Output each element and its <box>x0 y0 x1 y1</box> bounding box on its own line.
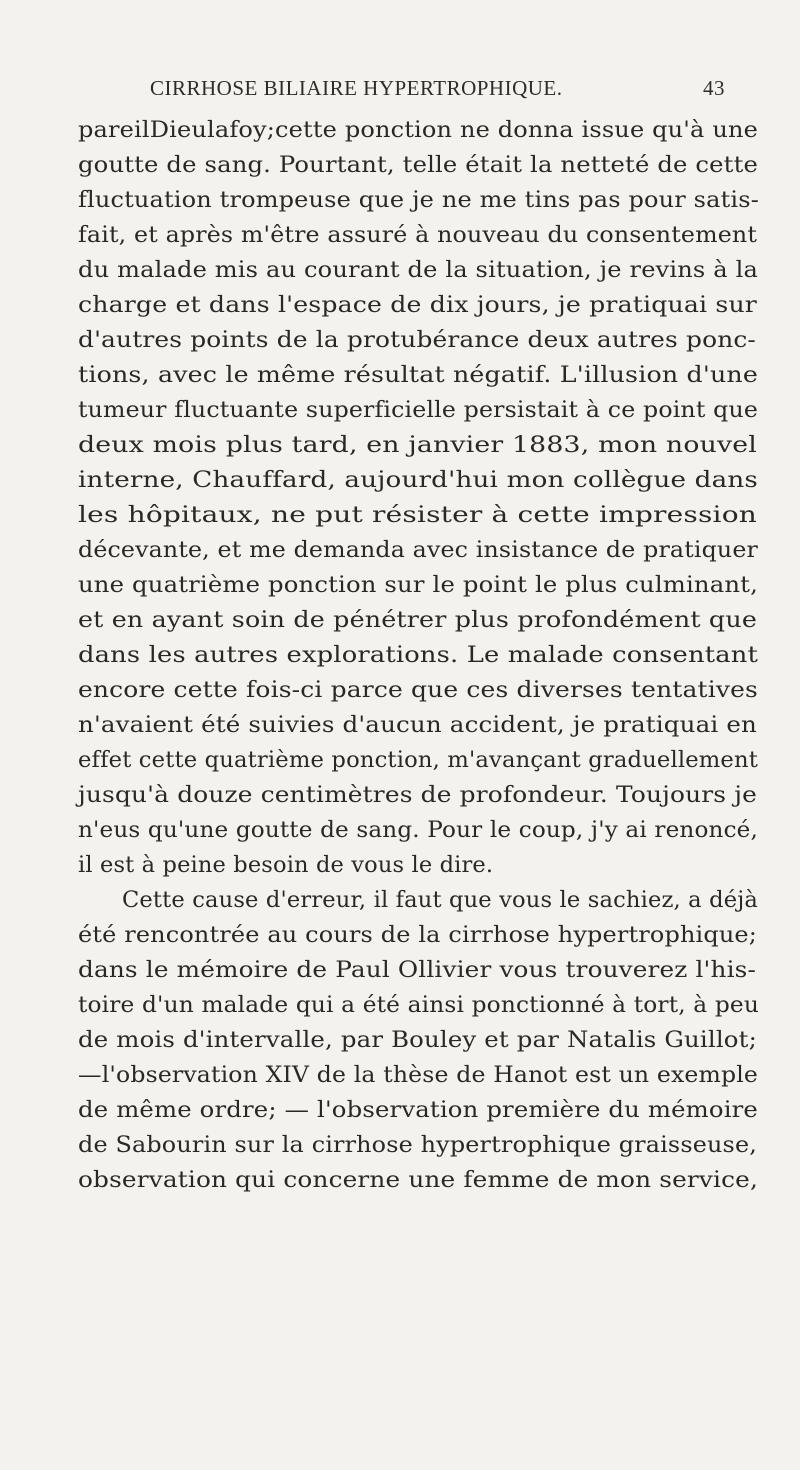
text-line: —l'observation XIV de la thèse de Hanot est un exemple <box>78 1062 758 1088</box>
text-line: n'eus qu'une goutte de sang. Pour le coup, j'y ai renoncé, <box>78 817 758 843</box>
text-line: les hôpitaux, ne put résister à cette impression <box>78 502 757 528</box>
running-title: CIRRHOSE BILIAIRE HYPERTROPHIQUE. <box>150 76 563 100</box>
text-line: toire d'un malade qui a été ainsi ponctionné à tort, à peu <box>78 992 759 1018</box>
text-line: dans les autres explorations. Le malade consentant <box>78 642 758 668</box>
text-line: tumeur fluctuante superficielle persistait à ce point que <box>78 397 758 423</box>
text-line: d'autres points de la protubérance deux autres ponc- <box>78 327 756 353</box>
text-line: de mois d'intervalle, par Bouley et par Natalis Guillot; <box>78 1027 757 1053</box>
text-line: pareilDieulafoy;cette ponction ne donna issue qu'à une <box>78 117 758 143</box>
text-line: deux mois plus tard, en janvier 1883, mon nouvel <box>78 432 757 458</box>
text-line: interne, Chauffard, aujourd'hui mon collègue dans <box>78 467 758 493</box>
text-line: été rencontrée au cours de la cirrhose hypertrophique; <box>78 922 758 948</box>
text-line: fait, et après m'être assuré à nouveau du consentement <box>78 222 757 248</box>
text-line: goutte de sang. Pourtant, telle était la netteté de cette <box>78 152 758 178</box>
text-line: charge et dans l'espace de dix jours, je pratiquai sur <box>78 292 757 318</box>
text-line: jusqu'à douze centimètres de profondeur. Toujours je <box>78 782 757 808</box>
text-line: Cette cause d'erreur, il faut que vous le sachiez, a déjà <box>122 887 758 913</box>
text-line: de Sabourin sur la cirrhose hypertrophique graisseuse, <box>78 1132 757 1158</box>
page-number: 43 <box>703 76 725 100</box>
text-line: tions, avec le même résultat négatif. L'illusion d'une <box>78 362 758 388</box>
text-line: du malade mis au courant de la situation, je revins à la <box>78 257 758 283</box>
text-line: n'avaient été suivies d'aucun accident, je pratiquai en <box>78 712 757 738</box>
text-line: encore cette fois-ci parce que ces diverses tentatives <box>78 677 758 703</box>
text-line: décevante, et me demanda avec insistance de pratiquer <box>78 537 758 563</box>
text-line: dans le mémoire de Paul Ollivier vous trouverez l'his- <box>78 957 756 983</box>
text-line: fluctuation trompeuse que je ne me tins pas pour satis- <box>78 187 759 213</box>
text-line: il est à peine besoin de vous le dire. <box>78 852 494 878</box>
page-header <box>150 76 725 106</box>
text-line: une quatrième ponction sur le point le plus culminant, <box>78 572 758 598</box>
text-line: effet cette quatrième ponction, m'avançant graduellement <box>78 747 758 773</box>
text-line: et en ayant soin de pénétrer plus profondément que <box>78 607 757 633</box>
text-line: observation qui concerne une femme de mon service, <box>78 1167 758 1193</box>
text-line: de même ordre; — l'observation première du mémoire <box>78 1097 758 1123</box>
